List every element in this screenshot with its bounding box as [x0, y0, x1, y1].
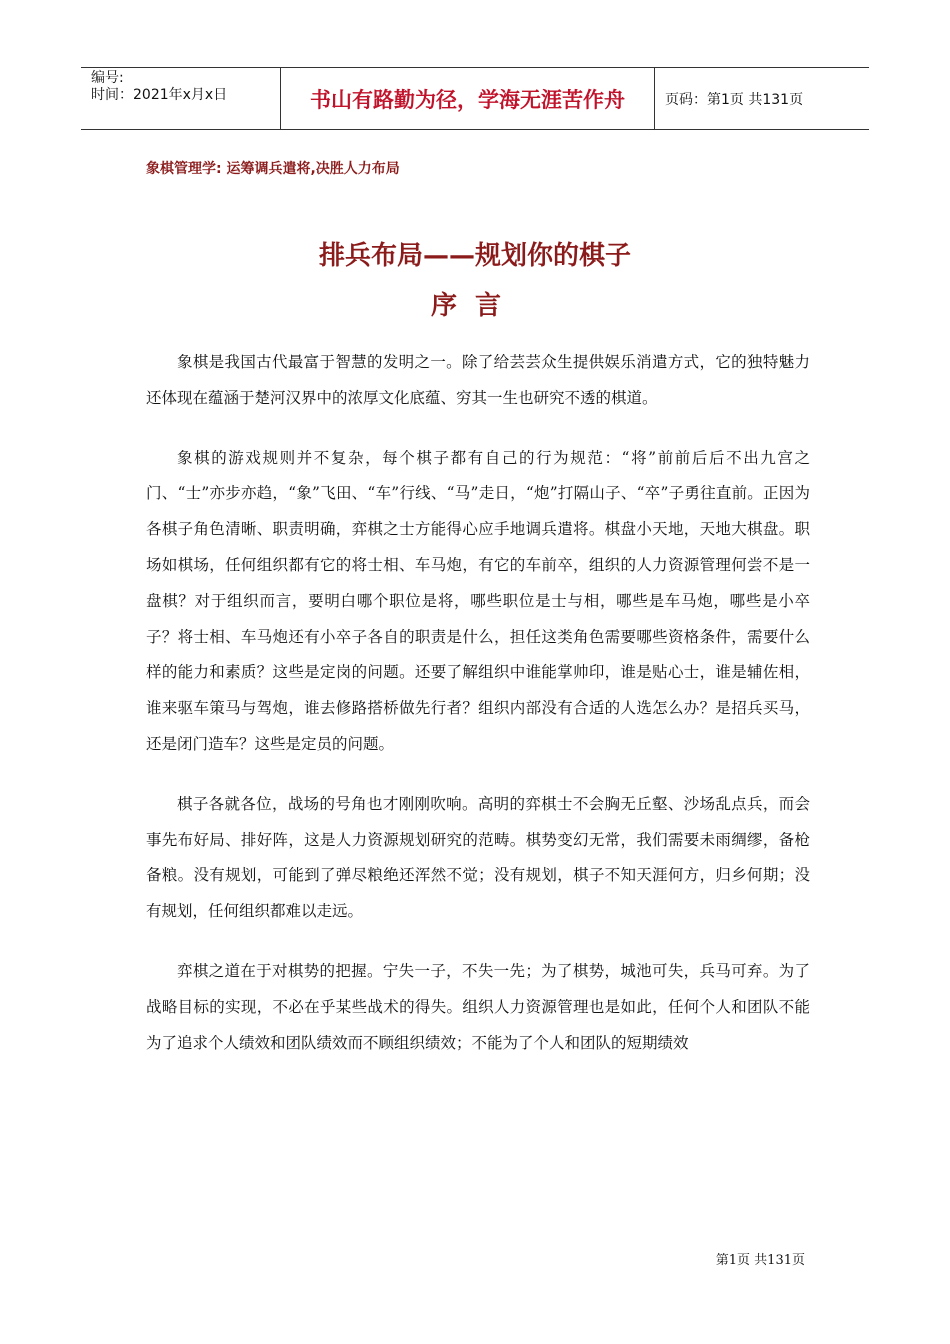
number-label: 编号:	[91, 70, 124, 86]
header-motto: 书山有路勤为径，学海无涯苦作舟	[281, 68, 655, 129]
document-subtitle: 象棋管理学: 运筹调兵遣将,决胜人力布局	[146, 161, 400, 177]
document-header	[81, 67, 869, 130]
time-label: 时间：2021年x月x日	[91, 87, 228, 103]
page-footer: 第1页 共131页	[715, 1253, 805, 1268]
header-meta	[81, 68, 281, 129]
preface-heading: 序言	[430, 291, 519, 321]
document-title: 排兵布局——规划你的棋子	[318, 241, 631, 271]
paragraph: 象棋的游戏规则并不复杂，每个棋子都有自己的行为规范：“将”前前后后不出九宫之门、“士”亦步亦趋，“象”飞田、“车”行线、“马”走日，“炮”打隔山子、“卒”子勇往直前。正因为各棋子角色清晰、职责明确，弈棋之士方能得心应手地调兵遣将。棋盘小天地，天地大棋盘。职场如棋场，任何组织都有它的将士相、车马炮，有它的车前卒，组织的人力资源管理何尝不是一盘棋？对于组织而言，要明白哪个职位是将，哪些职位是士与相，哪些是车马炮，哪些是小卒子？将士相、车马炮还有小卒子各自的职责是什么，担任这类角色需要哪些资格条件，需要什么样的能力和素质？这些是定岗的问题。还要了解组织中谁能掌帅印，谁是贴心士，谁是辅佐相，谁来驱车策马与驾炮，谁去修路搭桥做先行者？组织内部没有合适的人选怎么办？是招兵买马，还是闭门造车？这些是定员的问题。	[146, 448, 810, 753]
paragraph: 棋子各就各位，战场的号角也才刚刚吹响。高明的弈棋士不会胸无丘壑、沙场乱点兵，而会事先布好局、排好阵，这是人力资源规划研究的范畴。棋势变幻无常，我们需要未雨绸缪，备枪备粮。没有规划，可能到了弹尽粮绝还浑然不觉；没有规划，棋子不知天涯何方，归乡何期；没有规划，任何组织都难以走远。	[146, 794, 810, 921]
paragraph: 弈棋之道在于对棋势的把握。宁失一子，不失一先；为了棋势，城池可失，兵马可弃。为了战略目标的实现，不必在乎某些战术的得失。组织人力资源管理也是如此，任何个人和团队不能为了追求个人绩效和团队绩效而不顾组织绩效；不能为了个人和团队的短期绩效	[146, 961, 810, 1052]
header-page-info: 页码：第1页 共131页	[665, 91, 804, 108]
body-text	[146, 345, 810, 1085]
paragraph: 象棋是我国古代最富于智慧的发明之一。除了给芸芸众生提供娱乐消遣方式，它的独特魅力还体现在蕴涵于楚河汉界中的浓厚文化底蕴、穷其一生也研究不透的棋道。	[146, 353, 810, 407]
